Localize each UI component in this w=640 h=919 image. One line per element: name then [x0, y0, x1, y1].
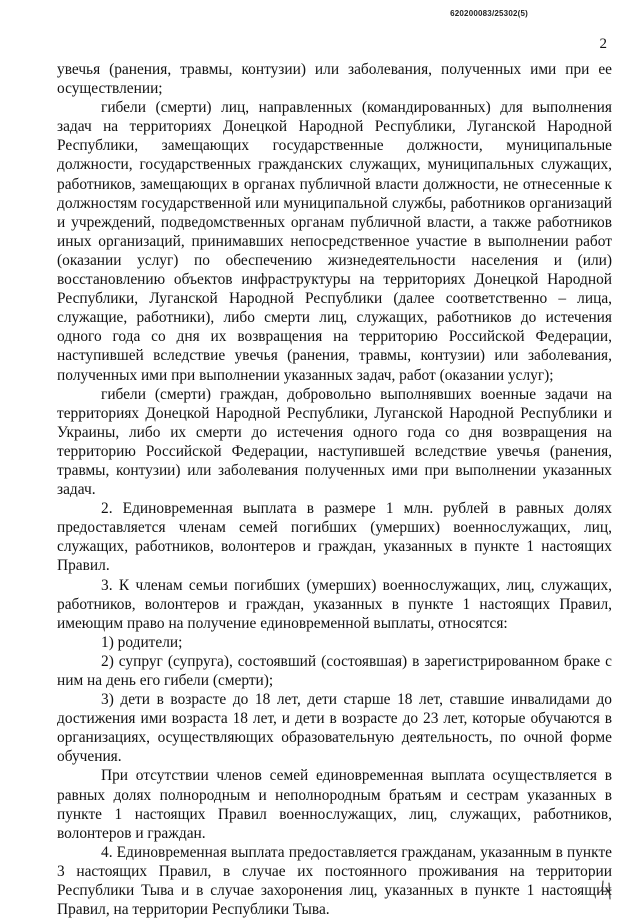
paragraph-clause-4: 4. Единовременная выплата предоставляется гражданам, указанным в пункте 3 настоящих Правил, в случае их постоянного проживания на территории Республики Тыва и в случае захоронения лиц, указанных в пункте 1 настоящих Правил, на территории Республики Тыва. — [57, 843, 612, 919]
page-number: 2 — [599, 36, 607, 52]
document-code: 620200083/25302(5) — [450, 9, 528, 18]
paragraph-continuation: увечья (ранения, травмы, контузии) или заболевания, полученных ими при ее осуществлении; — [57, 61, 612, 98]
paragraph-clause-3: 3. К членам семьи погибших (умерших) военнослужащих, лиц, служащих, работников, волонтеров и граждан, указанных в пункте 1 настоящих Правил, имеющим право на получение единовременной выплаты, относятся: — [57, 576, 612, 632]
paragraph-item-2-spouse: 2) супруг (супруга), состоявший (состоявшая) в зарегистрированном браке с ним на день его гибели (смерти); — [57, 652, 612, 689]
paragraph-clause-2: 2. Единовременная выплата в размере 1 млн. рублей в равных долях предоставляется членам семей погибших (умерших) военнослужащих, лиц, служащих, работников, волонтеров и граждан, указанных в пункте 1 настоящих Правил. — [57, 500, 612, 575]
paragraph-siblings: При отсутствии членов семей единовременная выплата осуществляется в равных долях полнородным и неполнородным братьям и сестрам указанных в пункте 1 настоящих Правил военнослужащих, лиц, служащих, работников, волонтеров и граждан. — [57, 767, 612, 842]
handwritten-mark-icon — [600, 879, 614, 901]
paragraph-death-of-persons-sent: гибели (смерти) лиц, направленных (командированных) для выполнения задач на территориях Донецкой Народной Республики, Луганской Народной Республики, замещающих государственные должности, муниципальные должности, государственных гражданских служащих, муниципальных служащих, работников, замещающих в органах публичной власти должности, не отнесенные к должностям государственной или муниципальной службы, работников организаций и учреждений, подведомственных органам публичной власти, а также работников иных организаций, принимавших непосредственное участие в выполнении работ (оказании услуг) по обеспечению жизнедеятельности населения и (или) восстановлению объектов инфраструктуры на территориях Донецкой Народной Республики, Луганской Народной Республики (далее соответственно – лица, служащие, работники), либо смерти лиц, служащих, работников до истечения одного года со дня их возвращения на территорию Российской Федерации, наступившей вследствие увечья (ранения, травмы, контузии) или заболевания, полученных ими при выполнении указанных задач, работ (оказании услуг); — [57, 99, 612, 384]
document-body — [57, 60, 612, 919]
paragraph-item-1-parents: 1) родители; — [101, 633, 183, 651]
paragraph-death-of-volunteers: гибели (смерти) граждан, добровольно выполнявших военные задачи на территориях Донецкой Народной Республики, Луганской Народной Республики и Украины, либо их смерти до истечения одного года со дня возвращения на территорию Российской Федерации, наступившей вследствие увечья (ранения, травмы, контузии) или заболевания полученных ими при выполнении указанных задач. — [57, 385, 612, 499]
paragraph-item-3-children: 3) дети в возрасте до 18 лет, дети старше 18 лет, ставшие инвалидами до достижения ими возраста 18 лет, и дети в возрасте до 23 лет, которые обучаются в организациях, осуществляющих образовательную деятельность, по очной форме обучения. — [57, 691, 612, 766]
